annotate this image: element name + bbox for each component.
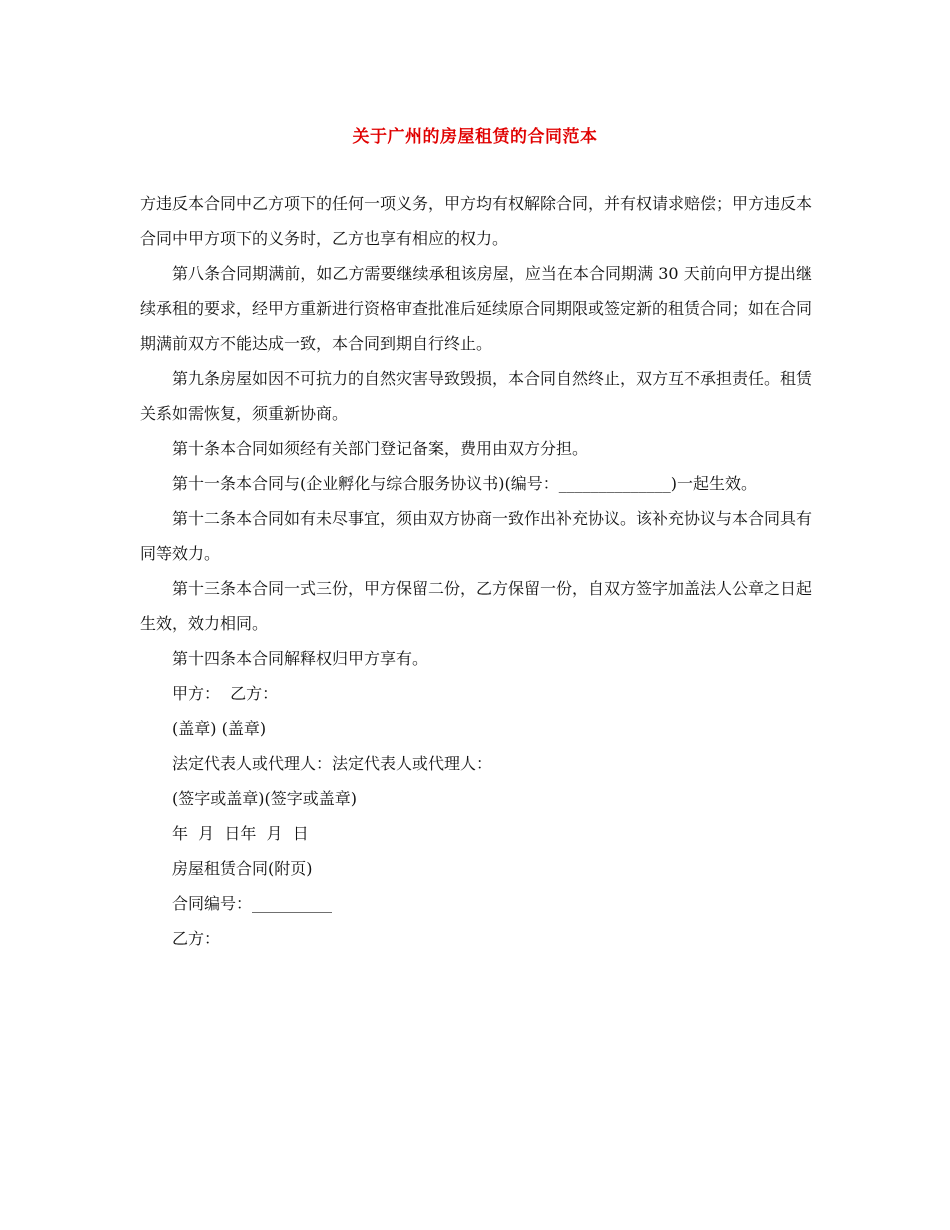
signature-date: 年 月 日年 月 日 — [172, 824, 309, 843]
paragraph-continuation: 方违反本合同中乙方项下的任何一项义务，甲方均有权解除合同，并有权请求赔偿；甲方违反本合同中甲方项下的义务时，乙方也享有相应的权力。 — [140, 194, 813, 248]
contract-number: 合同编号：__________ — [172, 894, 333, 913]
paragraph-article-12: 第十二条本合同如有未尽事宜，须由双方协商一致作出补充协议。该补充协议与本合同具有同等效力。 — [140, 509, 813, 563]
signature-parties: 甲方： 乙方： — [172, 684, 279, 703]
paragraph-article-8: 第八条合同期满前，如乙方需要继续承租该房屋，应当在本合同期满 30 天前向甲方提出继续承租的要求，经甲方重新进行资格审查批准后延续原合同期限或签定新的租赁合同；如在合同期满前双方不能达成一致，本合同到期自行终止。 — [140, 264, 813, 353]
paragraph-article-13: 第十三条本合同一式三份，甲方保留二份，乙方保留一份，自双方签字加盖法人公章之日起生效，效力相同。 — [140, 579, 813, 633]
paragraph-article-9: 第九条房屋如因不可抗力的自然灾害导致毁损，本合同自然终止，双方互不承担责任。租赁关系如需恢复，须重新协商。 — [140, 369, 813, 423]
signature-representative: 法定代表人或代理人：法定代表人或代理人： — [172, 754, 493, 773]
paragraph-article-10: 第十条本合同如须经有关部门登记备案，费用由双方分担。 — [172, 439, 589, 458]
signature-seal: (盖章) (盖章) — [172, 719, 267, 738]
document-title: 关于广州的房屋租赁的合同范本 — [352, 127, 598, 147]
document-body — [140, 186, 812, 956]
appendix-party-b: 乙方： — [172, 929, 221, 948]
paragraph-article-14: 第十四条本合同解释权归甲方享有。 — [172, 649, 429, 668]
signature-sign-or-seal: (签字或盖章)(签字或盖章) — [172, 789, 357, 808]
paragraph-article-11: 第十一条本合同与(企业孵化与综合服务协议书)(编号：______________)一起生效。 — [172, 474, 757, 493]
appendix-title: 房屋租赁合同(附页) — [172, 859, 313, 878]
